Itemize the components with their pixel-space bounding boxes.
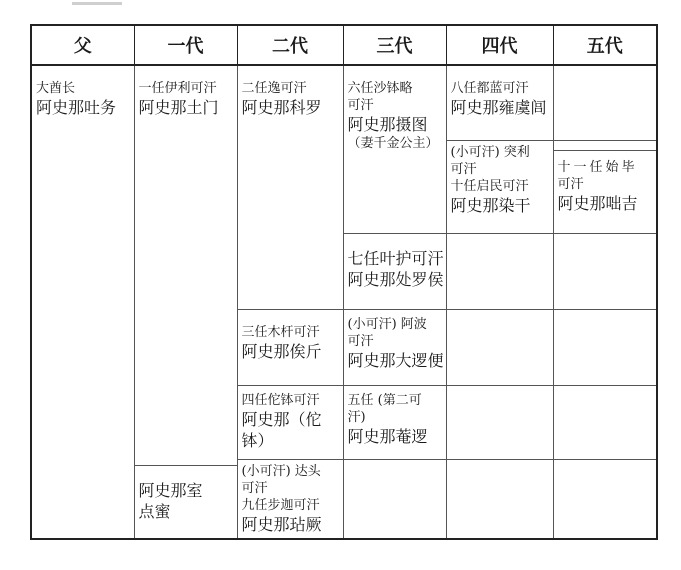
cell-line: 七任叶护可汗	[347, 248, 444, 268]
cell-line: (小可汗) 达头	[241, 463, 321, 479]
cell-empty	[446, 309, 553, 385]
header-gen4: 四代	[446, 25, 553, 65]
cell-line: 阿史那染干	[450, 195, 531, 215]
cell-line: 阿史那处罗侯	[347, 269, 444, 289]
cell-line: 四任佗钵可汗	[241, 392, 320, 408]
header-row	[31, 25, 657, 65]
cell-line: 可汗	[347, 333, 374, 349]
cell-line: 可汗	[347, 98, 374, 113]
cell-gen3-chuluohou	[343, 233, 446, 309]
cell-gen3-anluo	[343, 385, 446, 459]
cell-gen2-datou	[237, 459, 343, 539]
scan-mark	[72, 2, 122, 5]
cell-line: 汗)	[347, 409, 366, 425]
cell-gen4-rangan	[446, 140, 553, 233]
cell-line: 可汗	[557, 176, 584, 192]
cell-line: 阿史那吐务	[36, 98, 117, 117]
cell-gen1-tumen	[134, 65, 237, 465]
cell-empty	[553, 65, 657, 140]
header-gen3: 三代	[343, 25, 446, 65]
cell-line: 可汗	[450, 161, 477, 177]
cell-empty	[446, 459, 553, 539]
cell-line: 阿史那摄图	[347, 115, 428, 134]
cell-line: 阿史那玷厥	[241, 514, 322, 534]
cell-line: 阿史那（佗	[241, 409, 322, 429]
cell-gen2-tabo	[237, 385, 343, 459]
cell-empty	[553, 233, 657, 309]
cell-line: 十任启民可汗	[450, 178, 529, 194]
cell-line: 阿史那室	[138, 480, 203, 500]
cell-gen2-keluo	[237, 65, 343, 309]
cell-line: 阿史那咄吉	[557, 193, 638, 213]
cell-line: 二任逸可汗	[241, 81, 307, 96]
cell-empty	[446, 385, 553, 459]
cell-gen5-duoji	[553, 150, 657, 233]
cell-line: (小可汗) 突利	[450, 144, 530, 160]
cell-line: 五任 (第二可	[347, 392, 422, 408]
cell-father	[31, 65, 134, 539]
cell-gen3-daluobian	[343, 309, 446, 385]
cell-gen3-shetu	[343, 65, 446, 233]
table-row	[31, 65, 657, 140]
cell-empty	[446, 233, 553, 309]
cell-empty	[343, 459, 446, 539]
genealogy-table	[30, 24, 658, 540]
cell-empty	[553, 309, 657, 385]
cell-line: 阿史那雍虞闾	[450, 98, 547, 117]
cell-line: 一任伊利可汗	[138, 81, 217, 96]
cell-gen1-shidianmi	[134, 465, 237, 539]
cell-line: 可汗	[241, 480, 268, 496]
header-gen1: 一代	[134, 25, 237, 65]
cell-line: 三任木杆可汗	[241, 324, 320, 340]
cell-gen4-yongyulv	[446, 65, 553, 140]
cell-line: 阿史那科罗	[241, 98, 322, 117]
header-gen5: 五代	[553, 25, 657, 65]
cell-line: 八任都蓝可汗	[450, 81, 529, 96]
cell-line: 阿史那菴逻	[347, 426, 428, 446]
cell-line: 大酋长	[36, 81, 76, 96]
header-father: 父	[31, 25, 134, 65]
cell-line: （妻千金公主）	[347, 136, 439, 151]
cell-line: (小可汗) 阿波	[347, 316, 427, 332]
cell-empty	[553, 459, 657, 539]
cell-line: 阿史那俟斤	[241, 341, 322, 361]
cell-line: 九任步迦可汗	[241, 497, 320, 513]
cell-empty	[553, 140, 657, 150]
cell-empty	[553, 385, 657, 459]
cell-line: 钵）	[241, 430, 274, 450]
cell-gen2-sijin	[237, 309, 343, 385]
cell-line: 六任沙钵略	[347, 81, 413, 96]
cell-line: 阿史那大逻便	[347, 350, 444, 370]
cell-line: 点蜜	[138, 501, 171, 521]
header-gen2: 二代	[237, 25, 343, 65]
cell-line: 十一任始毕	[557, 159, 638, 175]
cell-line: 阿史那土门	[138, 98, 219, 117]
